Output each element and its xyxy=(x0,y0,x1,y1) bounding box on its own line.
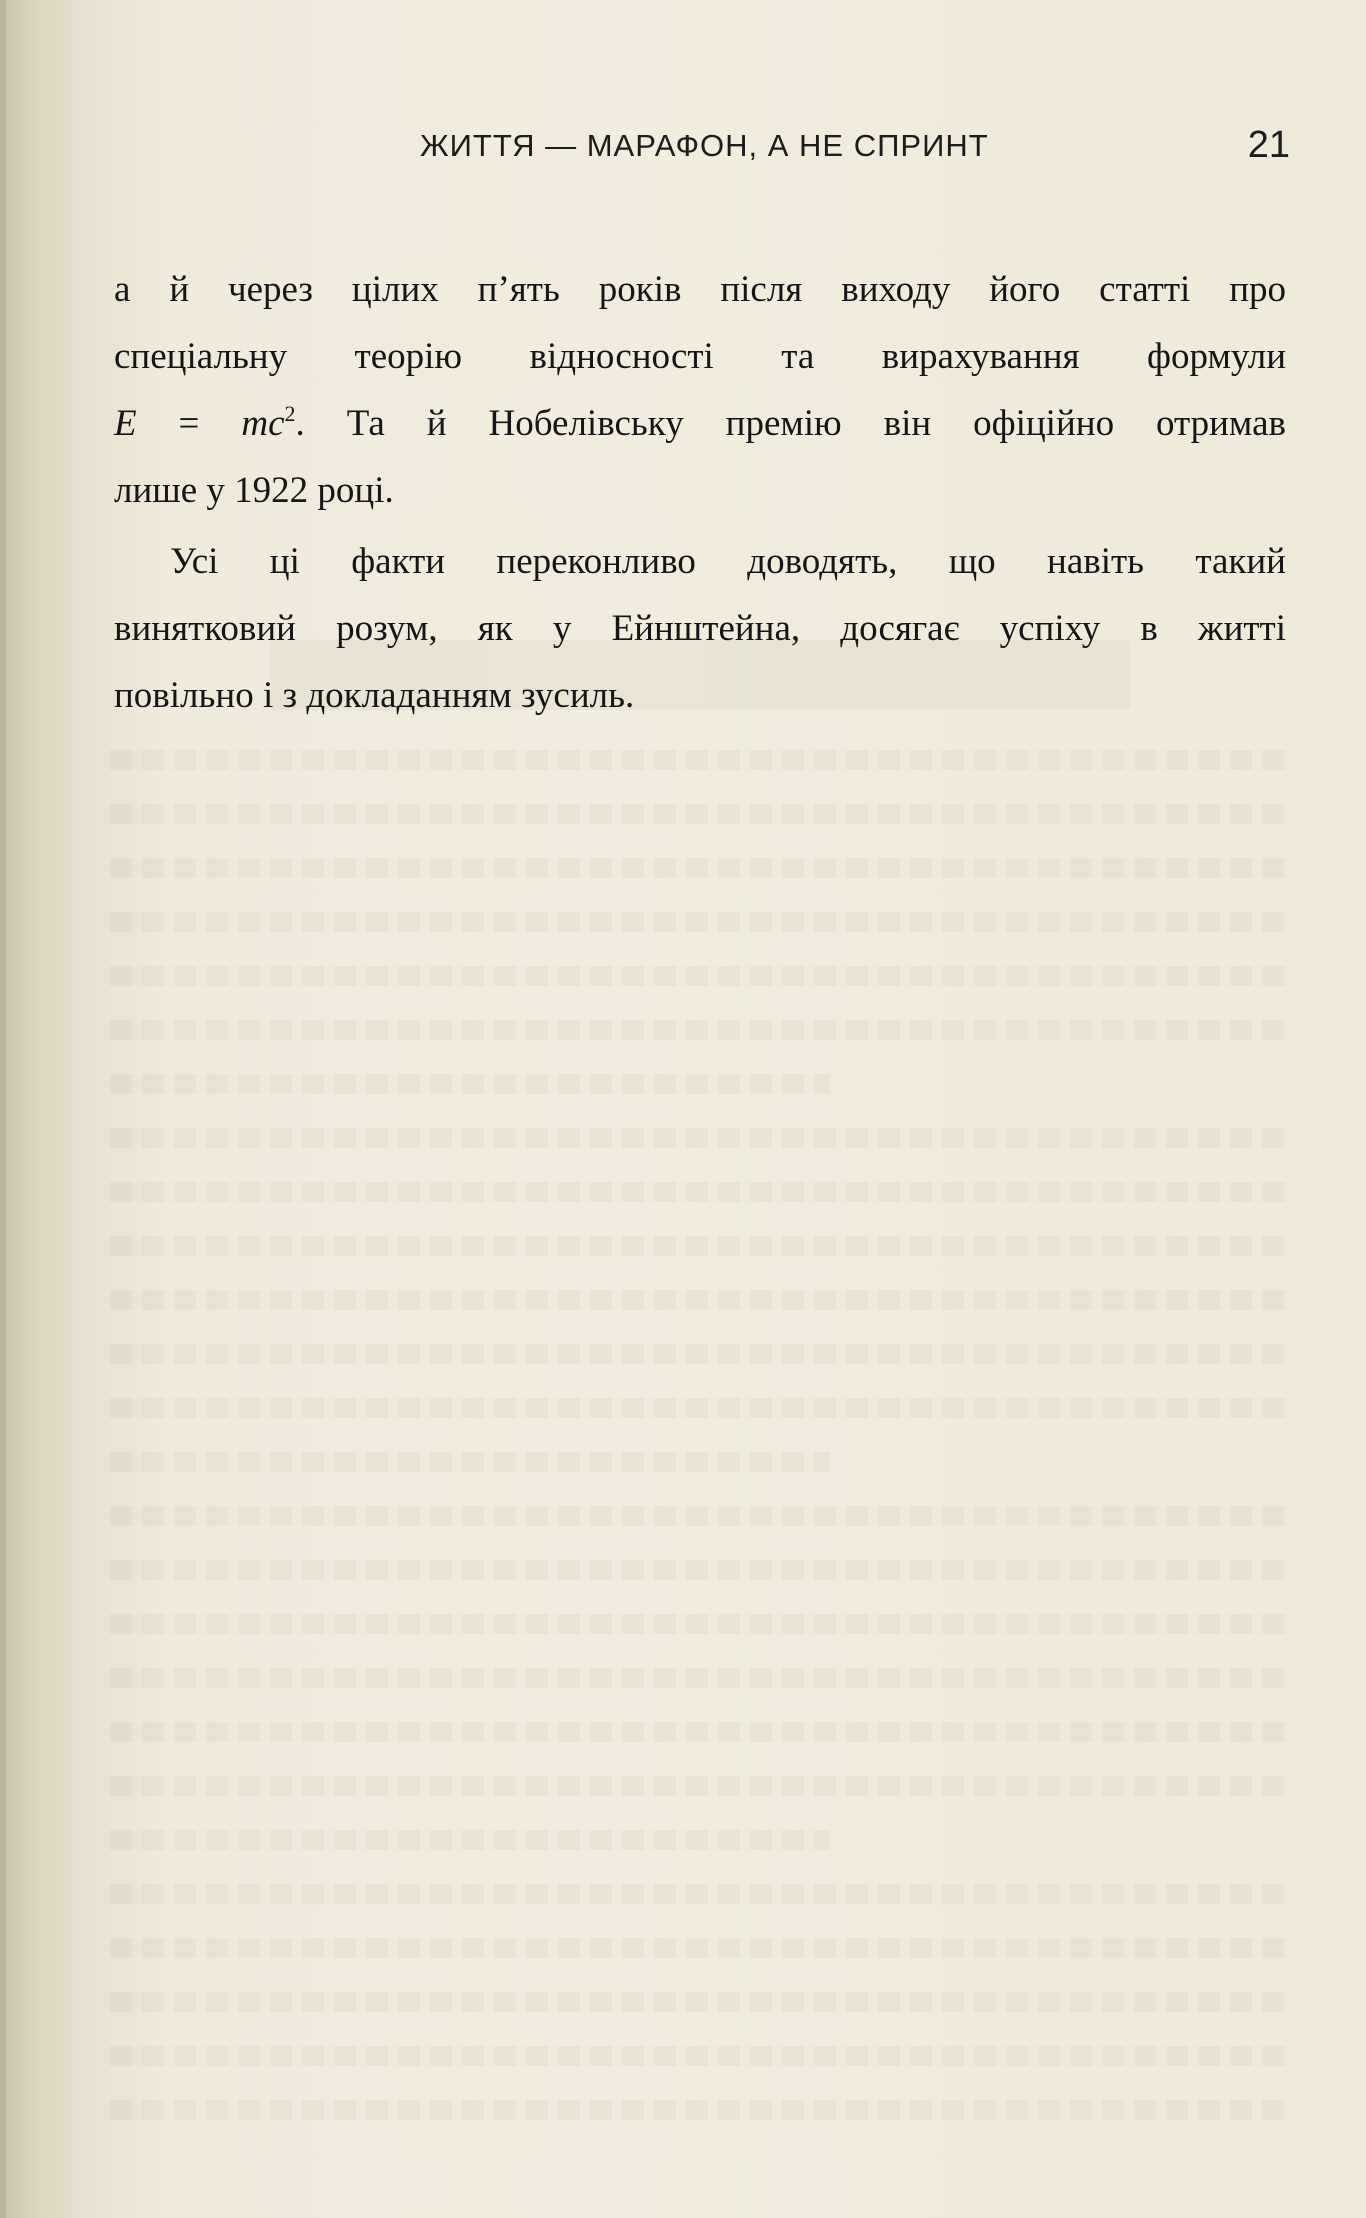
show-through-line xyxy=(110,1290,1290,1310)
text-line: винятковий розум, як у Ейнштейна, досягає успіху в житті xyxy=(114,608,1286,649)
show-through-line xyxy=(110,1020,1290,1040)
paragraph-1 xyxy=(114,256,1286,524)
show-through-line xyxy=(110,1668,1290,1688)
show-through-line xyxy=(110,1074,830,1094)
formula-variable-mc: mc xyxy=(241,403,285,444)
text-line: лише у 1922 році. xyxy=(114,470,394,511)
show-through-line xyxy=(110,1884,1290,1904)
paragraph-2 xyxy=(114,528,1286,729)
show-through-line xyxy=(110,912,1290,932)
show-through-line xyxy=(110,1614,1290,1634)
show-through-line xyxy=(110,966,1290,986)
text-line-continuation: . Та й Нобелівську премію він офіційно отримав xyxy=(295,403,1286,444)
show-through-line xyxy=(110,858,1290,878)
text-line: повільно і з докладанням зусиль. xyxy=(114,675,635,716)
text-line-formula xyxy=(114,390,1286,457)
show-through-line xyxy=(110,1722,1290,1742)
formula-equals: = xyxy=(136,403,242,444)
page-number: 21 xyxy=(1247,124,1290,166)
show-through-line xyxy=(110,1560,1290,1580)
show-through-line xyxy=(110,804,1290,824)
show-through-line xyxy=(110,1344,1290,1364)
show-through-line xyxy=(110,1236,1290,1256)
running-title: ЖИТТЯ — МАРАФОН, А НЕ СПРИНТ xyxy=(420,128,989,163)
show-through-line xyxy=(110,1938,1290,1958)
text-line: Усі ці факти переконливо доводять, що навіть такий xyxy=(170,541,1286,582)
show-through-line xyxy=(110,2046,1290,2066)
show-through-line xyxy=(110,1398,1290,1418)
show-through-line xyxy=(110,750,1290,770)
show-through-line xyxy=(110,1776,1290,1796)
body-text xyxy=(114,256,1286,729)
formula-exponent: 2 xyxy=(284,401,296,426)
show-through-line xyxy=(110,1452,830,1472)
show-through-line xyxy=(110,1992,1290,2012)
show-through-line xyxy=(110,1830,830,1850)
text-line: спеціальну теорію відносності та вирахування формули xyxy=(114,336,1286,377)
show-through-line xyxy=(110,1506,1290,1526)
show-through-texture xyxy=(110,640,1290,2160)
show-through-line xyxy=(110,2100,1290,2120)
text-line: а й через цілих п’ять років після виходу його статті про xyxy=(114,269,1286,310)
page-header xyxy=(0,124,1366,178)
show-through-line xyxy=(110,1128,1290,1148)
formula-variable-e: E xyxy=(114,403,137,444)
show-through-line xyxy=(110,1182,1290,1202)
page-gutter-shadow xyxy=(0,0,6,2218)
